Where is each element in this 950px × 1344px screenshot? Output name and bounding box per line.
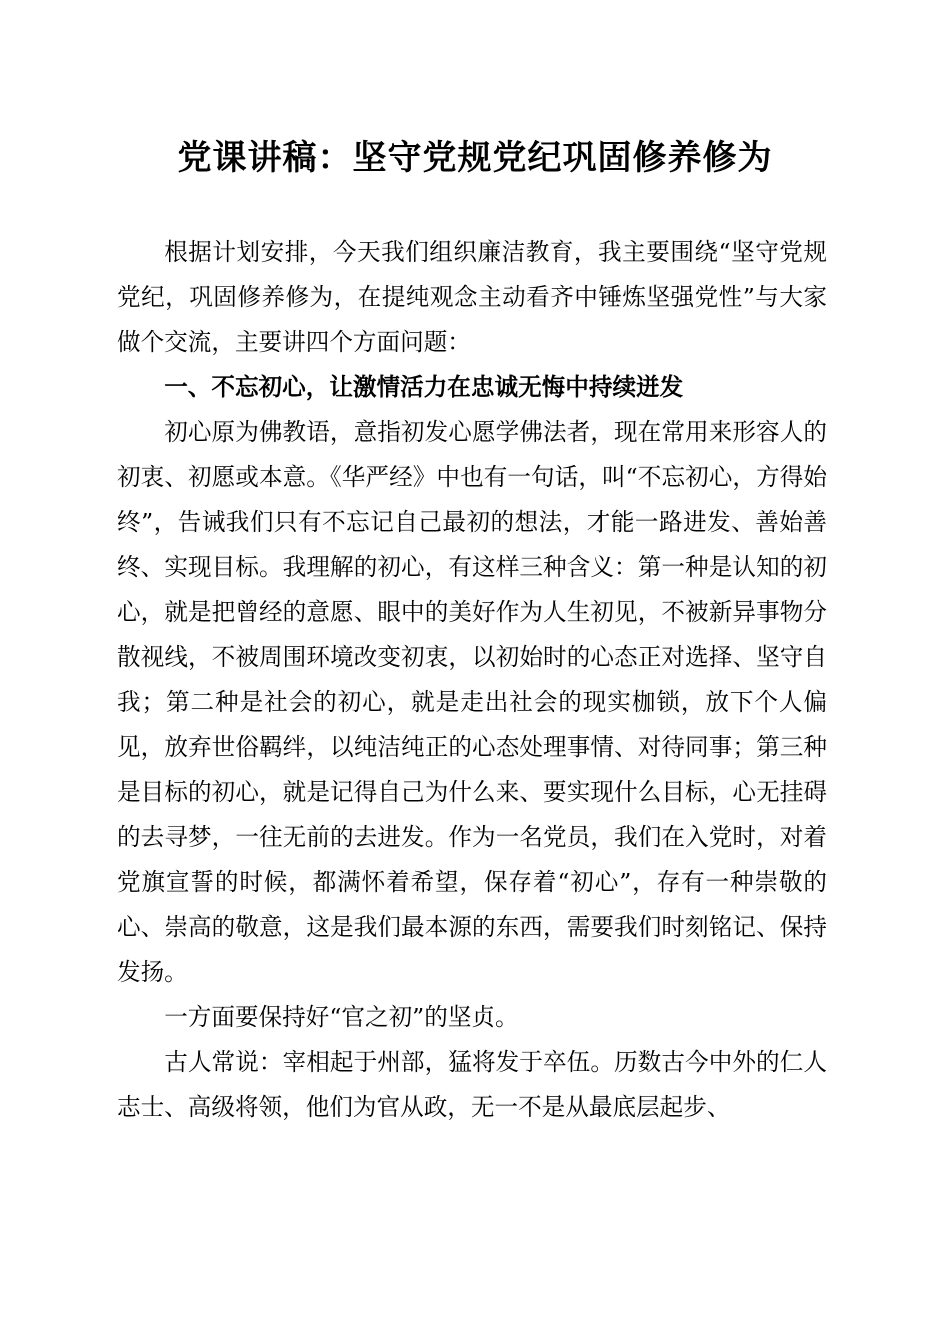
body-paragraph: 初心原为佛教语，意指初发心愿学佛法者，现在常用来形容人的初衷、初愿或本意。《华严经》中也有一句话，叫“不忘初心，方得始终”，告诫我们只有不忘记自己最初的想法，才能一路进发、善始善终、实现目标。我理解的初心，有这样三种含义：第一种是认知的初心，就是把曾经的意愿、眼中的美好作为人生初见，不被新异事物分散视线，不被周围环境改变初衷，以初始时的心态正对选择、坚守自我；第二种是社会的初心，就是走出社会的现实枷锁，放下个人偏见，放弃世俗羁绊，以纯洁纯正的心态处理事情、对待同事；第三种是目标的初心，就是记得自己为什么来、要实现什么目标，心无挂碍的去寻梦，一往无前的去进发。作为一名党员，我们在入党时，对着党旗宣誓的时候，都满怀着希望，保存着“初心”，存有一种崇敬的心、崇高的敬意，这是我们最本源的东西，需要我们时刻铭记、保持发扬。 (117, 418, 827, 986)
section-heading: 一、不忘初心，让激情活力在忠诚无悔中持续迸发 (164, 373, 684, 401)
body-paragraph: 一方面要保持好“官之初”的坚贞。 (164, 1003, 519, 1031)
body-paragraph: 古人常说：宰相起于州部，猛将发于卒伍。历数古今中外的仁人志士、高级将领，他们为官从政，无一不是从最底层起步、 (117, 1048, 827, 1121)
document-title: 党课讲稿：坚守党规党纪巩固修养修为 (177, 138, 773, 178)
document-body (117, 230, 827, 1130)
intro-paragraph: 根据计划安排，今天我们组织廉洁教育，我主要围绕“坚守党规党纪，巩固修养修为，在提纯观念主动看齐中锤炼坚强党性”与大家做个交流，主要讲四个方面问题： (117, 238, 827, 356)
